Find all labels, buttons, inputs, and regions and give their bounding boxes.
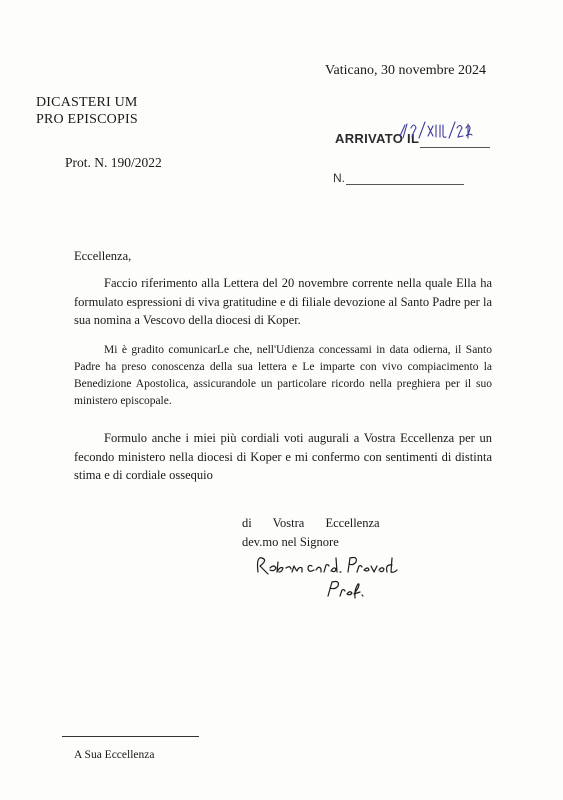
office-line-2: PRO EPISCOPIS xyxy=(36,112,138,127)
handwritten-signature xyxy=(250,550,400,610)
received-label: ARRIVATO IL xyxy=(335,131,420,146)
closing xyxy=(242,514,380,552)
number-field xyxy=(333,171,464,185)
office-line-1: DICASTERI UM xyxy=(36,95,138,110)
received-stamp xyxy=(335,130,490,148)
number-label: N. xyxy=(333,171,345,185)
received-date-handwriting xyxy=(396,120,476,142)
place-date: Vaticano, 30 novembre 2024 xyxy=(325,63,486,78)
closing-line-1: di Vostra Eccellenza xyxy=(242,516,380,530)
paragraph-2: Mi è gradito comunicarLe che, nell'Udienza concessami in data odierna, il Santo Padre ha preso conoscenza della sua lettera e Le imparte con vivo compiacimento la Benedizione Apostolica, assicurandole un particolare ricordo nella preghiera per il suo ministero episcopale. xyxy=(74,344,492,407)
footer-rule xyxy=(62,736,199,737)
protocol-number: Prot. N. 190/2022 xyxy=(65,155,162,170)
closing-line-2: dev.mo nel Signore xyxy=(242,535,339,549)
paragraph-1: Faccio riferimento alla Lettera del 20 novembre corrente nella quale Ella ha formulato espressioni di viva gratitudine e di filiale devozione al Santo Padre per la sua nomina a Vescovo della diocesi di Koper. xyxy=(74,276,492,327)
paragraph-3: Formulo anche i miei più cordiali voti augurali a Vostra Eccellenza per un fecondo ministero nella diocesi di Koper e mi confermo con sentimenti di distinta stima e di cordiale ossequio xyxy=(74,431,492,482)
number-line xyxy=(346,174,464,185)
office-heading xyxy=(36,94,138,128)
addressee: A Sua Eccellenza xyxy=(74,749,155,761)
salutation: Eccellenza, xyxy=(74,249,132,263)
